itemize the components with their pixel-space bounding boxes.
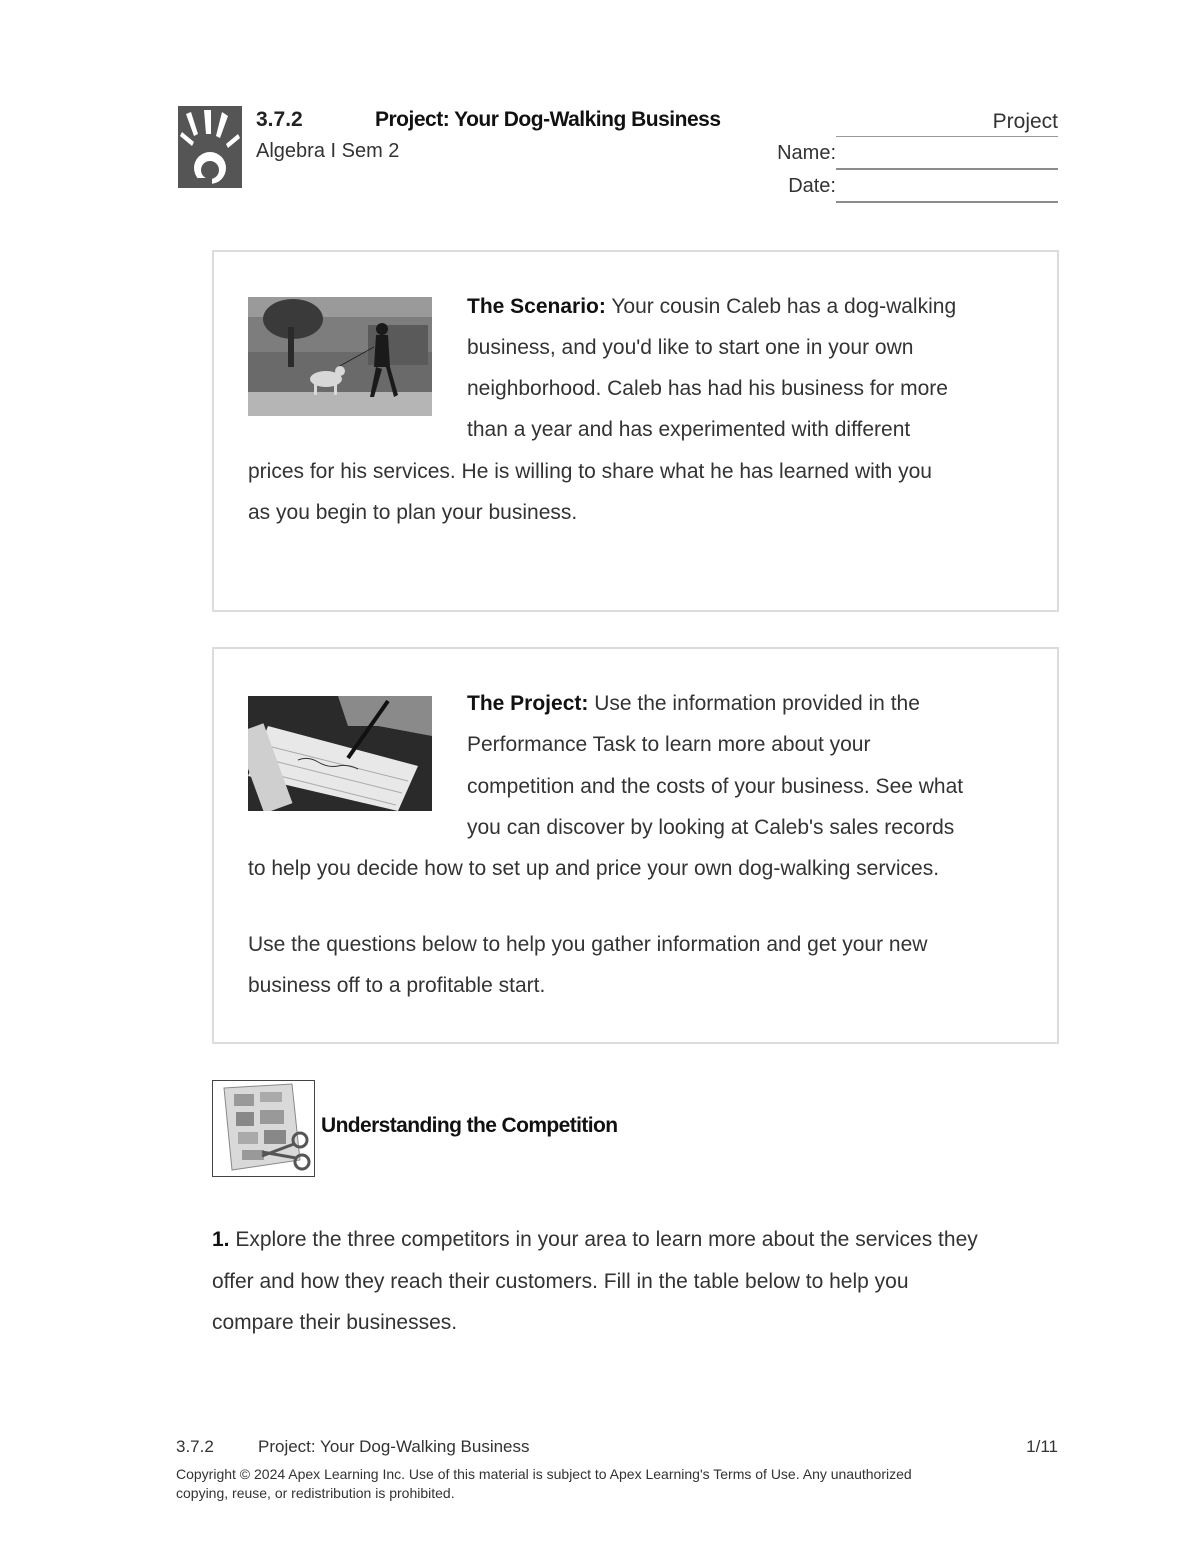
name-field[interactable] bbox=[836, 168, 1058, 170]
scenario-line-3: neighborhood. Caleb has had his business for more bbox=[467, 377, 948, 400]
copyright-line-1: Copyright © 2024 Apex Learning Inc. Use of this material is subject to Apex Learning's Terms of Use. Any unauthorized bbox=[176, 1466, 912, 1482]
coupons-scissors-icon bbox=[212, 1080, 315, 1177]
project-line-3: competition and the costs of your business. See what bbox=[467, 775, 964, 798]
date-field[interactable] bbox=[836, 201, 1058, 203]
footer-page-number: 1/11 bbox=[1026, 1437, 1058, 1456]
apex-logo-icon bbox=[178, 106, 242, 188]
question-number: 1. bbox=[212, 1228, 230, 1251]
project-line-7: business off to a profitable start. bbox=[248, 974, 546, 997]
footer-lesson-number: 3.7.2 bbox=[176, 1437, 214, 1456]
page-title: Project: Your Dog-Walking Business bbox=[375, 108, 721, 131]
date-label: Date: bbox=[788, 175, 836, 197]
section-heading: Understanding the Competition bbox=[321, 1114, 618, 1137]
course-name: Algebra I Sem 2 bbox=[256, 140, 400, 162]
project-line-4: you can discover by looking at Caleb's sales records bbox=[467, 816, 955, 839]
project-line-6: Use the questions below to help you gather information and get your new bbox=[248, 933, 928, 956]
scenario-line-5: prices for his services. He is willing to share what he has learned with you bbox=[248, 460, 932, 483]
question-1-line-3: compare their businesses. bbox=[212, 1311, 458, 1334]
doc-type: Project bbox=[992, 110, 1058, 133]
writing-photo bbox=[248, 696, 432, 811]
dog-walking-photo bbox=[248, 297, 432, 416]
project-line-5: to help you decide how to set up and price your own dog-walking services. bbox=[248, 857, 940, 880]
copyright-line-2: copying, reuse, or redistribution is prohibited. bbox=[176, 1485, 455, 1501]
project-line-1: The Project: Use the information provided in the bbox=[467, 692, 920, 715]
scenario-heading: The Scenario: bbox=[467, 295, 606, 318]
name-label: Name: bbox=[777, 142, 836, 164]
scenario-line-6: as you begin to plan your business. bbox=[248, 501, 578, 524]
scenario-line-2: business, and you'd like to start one in your own bbox=[467, 336, 914, 359]
scenario-line-1: The Scenario: Your cousin Caleb has a dog-walking bbox=[467, 295, 957, 318]
question-1-line-1: 1. Explore the three competitors in your area to learn more about the services they bbox=[212, 1228, 978, 1251]
footer-title: Project: Your Dog-Walking Business bbox=[258, 1437, 530, 1456]
lesson-number: 3.7.2 bbox=[256, 108, 303, 131]
scenario-line-4: than a year and has experimented with different bbox=[467, 418, 911, 441]
question-1-line-2: offer and how they reach their customers. Fill in the table below to help you bbox=[212, 1270, 909, 1293]
project-heading: The Project: bbox=[467, 692, 589, 715]
project-line-2: Performance Task to learn more about your bbox=[467, 733, 871, 756]
header-rule bbox=[836, 136, 1058, 137]
